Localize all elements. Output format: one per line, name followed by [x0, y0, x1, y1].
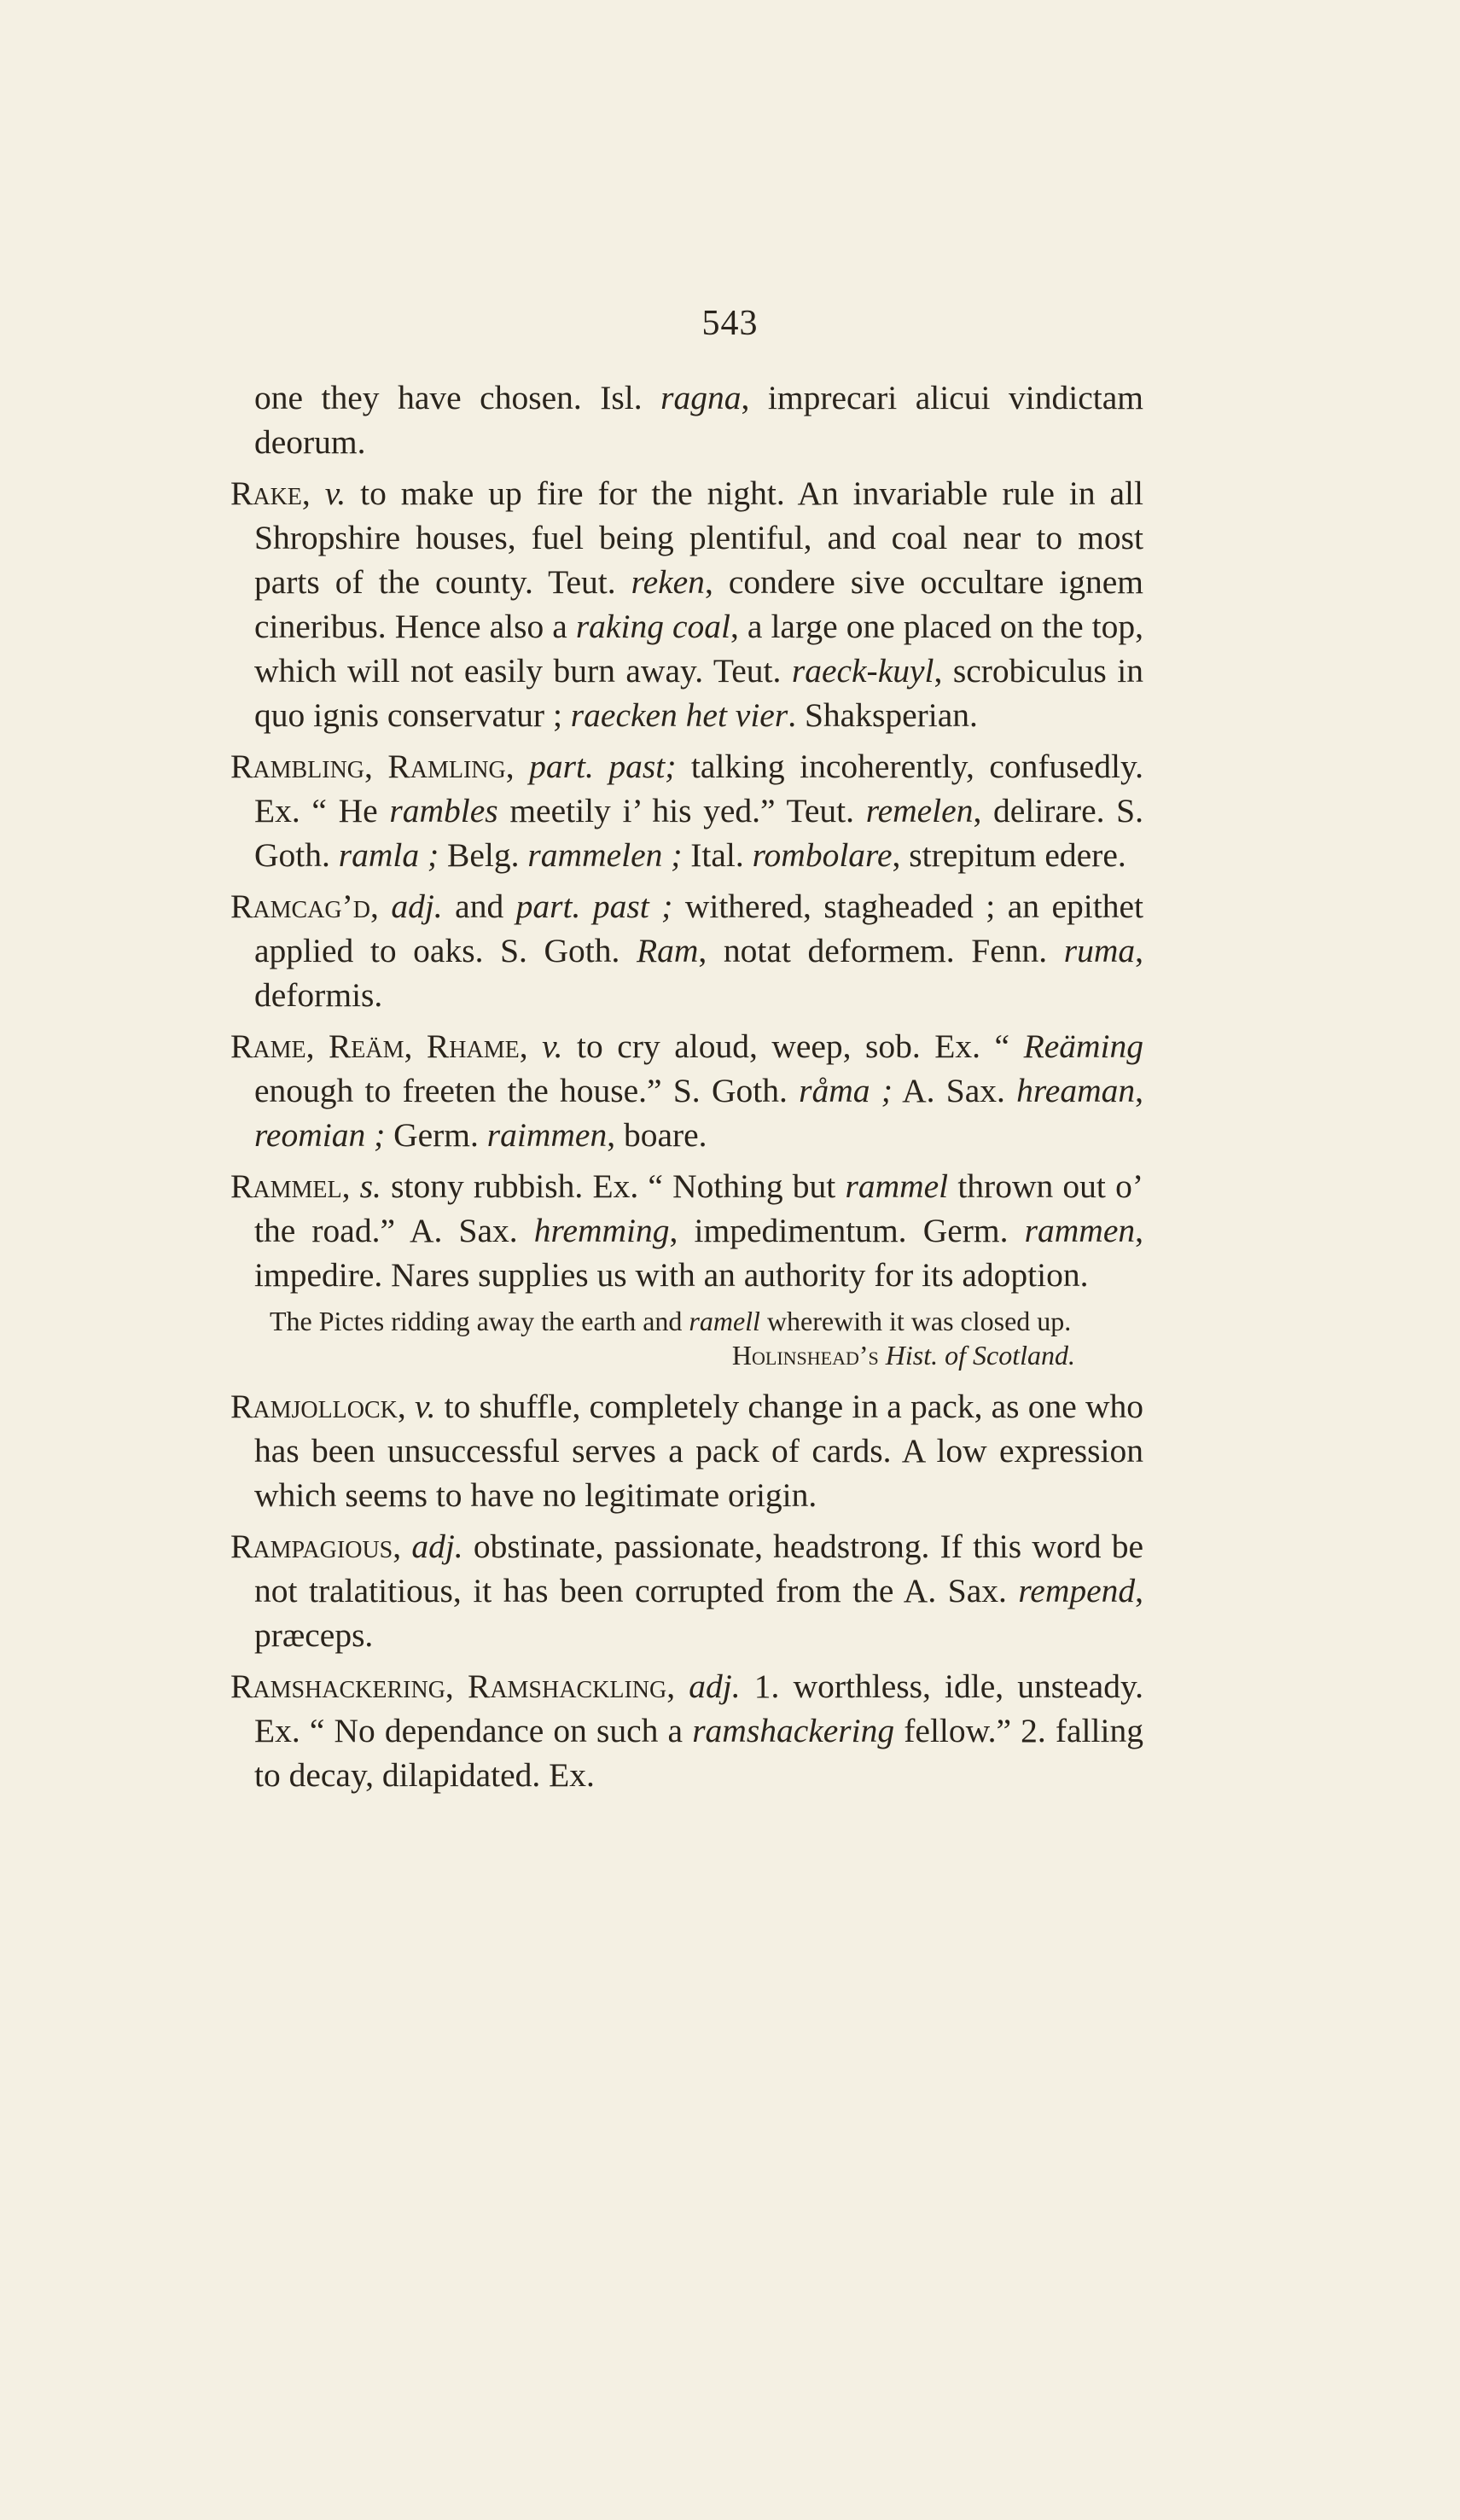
- entry-text: ,: [1135, 1072, 1143, 1109]
- entry-text: 1. worthless, idle, unsteady. Ex. “ No dependance on such a: [254, 1667, 1144, 1749]
- entry-text: thrown out o’ the road.” A. Sax.: [254, 1167, 1143, 1249]
- entry-text: Ital.: [682, 836, 753, 874]
- entry-text: ,: [505, 748, 530, 785]
- quotation: [230, 1304, 1143, 1372]
- entry-rammel: [230, 1164, 1143, 1297]
- entry-italic: part. past ;: [515, 888, 673, 925]
- entry-italic: rammen: [1024, 1212, 1136, 1249]
- dictionary-text: [230, 375, 1143, 1804]
- entry-italic: v.: [324, 474, 346, 512]
- entry-italic: hremming: [533, 1212, 670, 1249]
- headword: Ramling: [387, 748, 506, 785]
- entry-italic: s.: [359, 1167, 381, 1205]
- entry-rambling: [230, 744, 1143, 877]
- entry-text: to cry aloud, weep, sob. Ex. “: [562, 1027, 1024, 1065]
- entry-text: , notat deformem. Fenn.: [698, 932, 1064, 969]
- entry-text: ,: [404, 1027, 427, 1065]
- entry-text: enough to freeten the house.” S. Goth.: [254, 1072, 800, 1109]
- entry-text: ,: [519, 1027, 543, 1065]
- entry-text: , scrobiculus in quo ignis conservatur ;: [254, 652, 1143, 734]
- quotation-text: [230, 1304, 1143, 1338]
- entry-text: , deformis.: [254, 932, 1143, 1014]
- entry-rake: [230, 471, 1143, 737]
- headword: Rhame: [426, 1027, 520, 1065]
- entry-italic: v.: [542, 1027, 563, 1065]
- entry-text: , strepitum edere.: [892, 836, 1126, 874]
- entry-text: fellow.” 2. falling to decay, dilapidated. Ex.: [254, 1712, 1143, 1794]
- headword: Rake: [230, 474, 302, 512]
- entry-text: , boare.: [607, 1116, 707, 1154]
- headword: Reäm: [328, 1027, 404, 1065]
- entry-text: . Shaksperian.: [788, 696, 978, 734]
- entry-italic: ragna: [660, 379, 742, 416]
- entry-italic: raecken het vier: [570, 696, 788, 734]
- entry-italic: rempend: [1018, 1572, 1136, 1609]
- headword: Rammel: [230, 1167, 342, 1205]
- headword: Ramjollock: [230, 1388, 398, 1425]
- entry-text: , delirare. S. Goth.: [254, 792, 1143, 874]
- entry-italic: ramla ;: [338, 836, 439, 874]
- entry-text: and: [442, 888, 516, 925]
- entry-italic: rammel: [845, 1167, 949, 1205]
- entry-rampagious: [230, 1524, 1143, 1657]
- entry-italic: rambles: [389, 792, 498, 829]
- page-number: 543: [701, 304, 759, 343]
- entry-ramshackering: [230, 1664, 1143, 1797]
- entry-italic: raimmen: [486, 1116, 608, 1154]
- entry-text: ,: [393, 1528, 412, 1565]
- entry-text: ,: [369, 888, 392, 925]
- entry-ramjollock: [230, 1384, 1143, 1517]
- entry-text: Germ.: [385, 1116, 487, 1154]
- entry-text: , impedimentum. Germ.: [669, 1212, 1025, 1249]
- headword: Ramshackering: [230, 1667, 445, 1705]
- entry-rame: [230, 1024, 1143, 1157]
- headword: Rampagious: [230, 1528, 393, 1565]
- entry-text: to make up fire for the night. An invariable rule in all Shropshire houses, fuel being plentiful, and coal near to most parts of the county. Teut.: [254, 474, 1143, 601]
- entry-text: stony rubbish. Ex. “ Nothing but: [381, 1167, 846, 1205]
- entry-text: , præceps.: [254, 1572, 1143, 1654]
- entry-italic: Reäming: [1023, 1027, 1143, 1065]
- entry-italic: reomian ;: [254, 1116, 386, 1154]
- entry-italic: raeck-kuyl: [791, 652, 934, 690]
- entry-italic: remelen: [865, 792, 974, 829]
- entry-italic: hreaman: [1016, 1072, 1136, 1109]
- headword: Ramshackling: [467, 1667, 667, 1705]
- entry-continuation: [254, 375, 1143, 464]
- entry-text: Belg.: [439, 836, 528, 874]
- entry-italic: ramell: [689, 1306, 760, 1336]
- entry-text: ,: [364, 748, 388, 785]
- entry-italic: ramshackering: [692, 1712, 895, 1749]
- entry-ramcagd: [230, 884, 1143, 1017]
- entry-text: The Pictes ridding away the earth and: [270, 1306, 689, 1336]
- entry-text: withered, stagheaded ; an epithet applied to oaks. S. Goth.: [254, 888, 1143, 969]
- quotation-citation: [230, 1338, 1143, 1372]
- entry-italic: adj.: [391, 888, 443, 925]
- entry-text: talking incoherently, confusedly. Ex. “ He: [254, 748, 1143, 829]
- entry-italic: adj.: [689, 1667, 741, 1705]
- entry-text: ,: [341, 1167, 360, 1205]
- entry-text: to shuffle, completely change in a pack, as one who has been unsuccessful serves a pack of cards. A low expression which seems to have no legitimate origin.: [254, 1388, 1143, 1514]
- entry-italic: råma ;: [799, 1072, 893, 1109]
- entry-text: ,: [301, 474, 325, 512]
- entry-text: , a large one placed on the top, which will not easily burn away. Teut.: [254, 608, 1144, 690]
- entry-text: , condere sive occultare ignem cineribus. Hence also a: [254, 563, 1143, 645]
- headword: Rambling: [230, 748, 365, 785]
- headword: Ramcag’d: [230, 888, 370, 925]
- entry-italic: rammelen ;: [527, 836, 683, 874]
- entry-italic: rombolare: [752, 836, 893, 874]
- entry-text: obstinate, passionate, headstrong. If this word be not tralatitious, it has been corrupted from the A. Sax.: [254, 1528, 1143, 1609]
- entry-text: ,: [666, 1667, 689, 1705]
- entry-text: A. Sax.: [892, 1072, 1017, 1109]
- entry-italic: v.: [414, 1388, 436, 1425]
- entry-text: one they have chosen. Isl.: [254, 379, 661, 416]
- entry-italic: Ram: [636, 932, 699, 969]
- entry-italic: reken: [631, 563, 705, 601]
- citation-author: Holinshead’s: [731, 1340, 879, 1371]
- entry-italic: raking coal: [575, 608, 730, 645]
- entry-text: ,: [445, 1667, 468, 1705]
- entry-italic: ruma: [1063, 932, 1136, 969]
- entry-italic: part. past;: [529, 748, 677, 785]
- entry-text: wherewith it was closed up.: [759, 1306, 1072, 1336]
- entry-text: ,: [305, 1027, 329, 1065]
- entry-text: meetily i’ his yed.” Teut.: [497, 792, 866, 829]
- entry-italic: adj.: [411, 1528, 463, 1565]
- headword: Rame: [230, 1027, 306, 1065]
- entry-text: , imprecari alicui vindictam deorum.: [254, 379, 1143, 461]
- citation-title: Hist. of Scotland.: [885, 1340, 1075, 1371]
- entry-text: ,: [397, 1388, 415, 1425]
- entry-text: , impedire. Nares supplies us with an authority for its adoption.: [254, 1212, 1143, 1294]
